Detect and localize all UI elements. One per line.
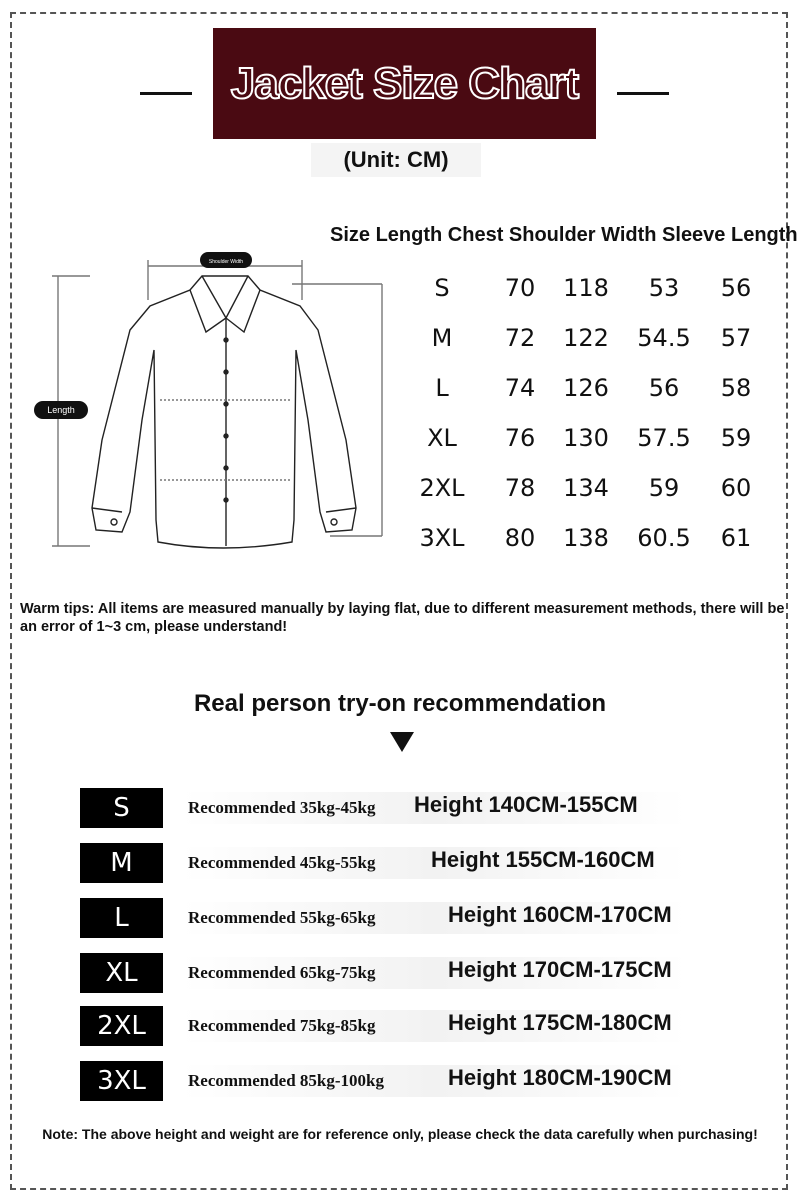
cell-length: 72 [504,324,536,352]
cell-sleeve: 59 [720,424,752,452]
shirt-diagram [30,240,410,560]
cell-length: 78 [504,474,536,502]
cell-shoulder: 54.5 [637,324,691,352]
title-dash-left [140,92,192,95]
cell-length: 74 [504,374,536,402]
cell-chest: 138 [563,524,609,552]
size-badge: M [80,843,163,883]
cell-sleeve: 60 [720,474,752,502]
cell-size: 3XL [419,524,465,552]
cell-chest: 126 [563,374,609,402]
recommendation-row [0,1006,800,1046]
table-row [412,514,772,564]
weight-text: Recommended 55kg-65kg [188,908,376,927]
page-title: Jacket Size Chart [230,58,579,108]
recommendation-row [0,788,800,828]
height-text: Height 170CM-175CM [448,957,672,982]
cell-sleeve: 61 [720,524,752,552]
height-text: Height 140CM-155CM [414,792,638,817]
table-row [412,314,772,364]
shoulder-label: Shoulder Width [208,259,244,265]
unit-label: (Unit: CM) [343,147,449,172]
weight-text: Recommended 65kg-75kg [188,963,376,982]
size-badge: XL [80,953,163,993]
cell-shoulder: 53 [648,274,680,302]
table-row [412,464,772,514]
cell-length: 76 [504,424,536,452]
cell-shoulder: 57.5 [637,424,691,452]
footer-note: Note: The above height and weight are for reference only, please check the data carefully when purchasing! [42,1126,758,1142]
recommendation-row [0,1061,800,1101]
cell-size: L [435,374,449,402]
cell-length: 70 [504,274,536,302]
cell-chest: 134 [563,474,609,502]
recommendation-row [0,843,800,883]
cell-size: S [434,274,450,302]
length-label: Length [47,405,75,415]
cell-size: XL [427,424,457,452]
height-text: Height 160CM-170CM [448,902,672,927]
size-badge: 2XL [80,1006,163,1046]
cell-chest: 122 [563,324,609,352]
cell-sleeve: 58 [720,374,752,402]
weight-text: Recommended 75kg-85kg [188,1016,376,1035]
down-arrow-icon [390,732,414,752]
cell-sleeve: 56 [720,274,752,302]
warm-tip: Warm tips: All items are measured manually by laying flat, due to different measurement methods, there will be an error of 1~3 cm, please understand! [20,601,785,635]
recommendation-row [0,953,800,993]
cell-chest: 118 [563,274,609,302]
table-row [412,264,772,314]
height-text: Height 175CM-180CM [448,1010,672,1035]
cell-size: M [431,324,453,352]
cell-shoulder: 56 [648,374,680,402]
recommendation-row [0,898,800,938]
height-text: Height 155CM-160CM [431,847,655,872]
cell-size: 2XL [419,474,465,502]
weight-text: Recommended 35kg-45kg [188,798,376,817]
size-table-header: Size Length Chest Shoulder Width Sleeve Length [330,224,798,246]
unit-box [311,143,481,177]
cell-length: 80 [504,524,536,552]
recommendation-title: Real person try-on recommendation [193,690,607,717]
title-dash-right [617,92,669,95]
cell-chest: 130 [563,424,609,452]
cell-shoulder: 59 [648,474,680,502]
table-row [412,414,772,464]
cell-shoulder: 60.5 [637,524,691,552]
height-text: Height 180CM-190CM [448,1065,672,1090]
size-badge: 3XL [80,1061,163,1101]
weight-text: Recommended 45kg-55kg [188,853,376,872]
table-row [412,364,772,414]
shirt-outline [92,276,356,548]
size-badge: S [80,788,163,828]
title-banner [213,28,596,139]
size-badge: L [80,898,163,938]
weight-text: Recommended 85kg-100kg [188,1071,384,1090]
cell-sleeve: 57 [720,324,752,352]
